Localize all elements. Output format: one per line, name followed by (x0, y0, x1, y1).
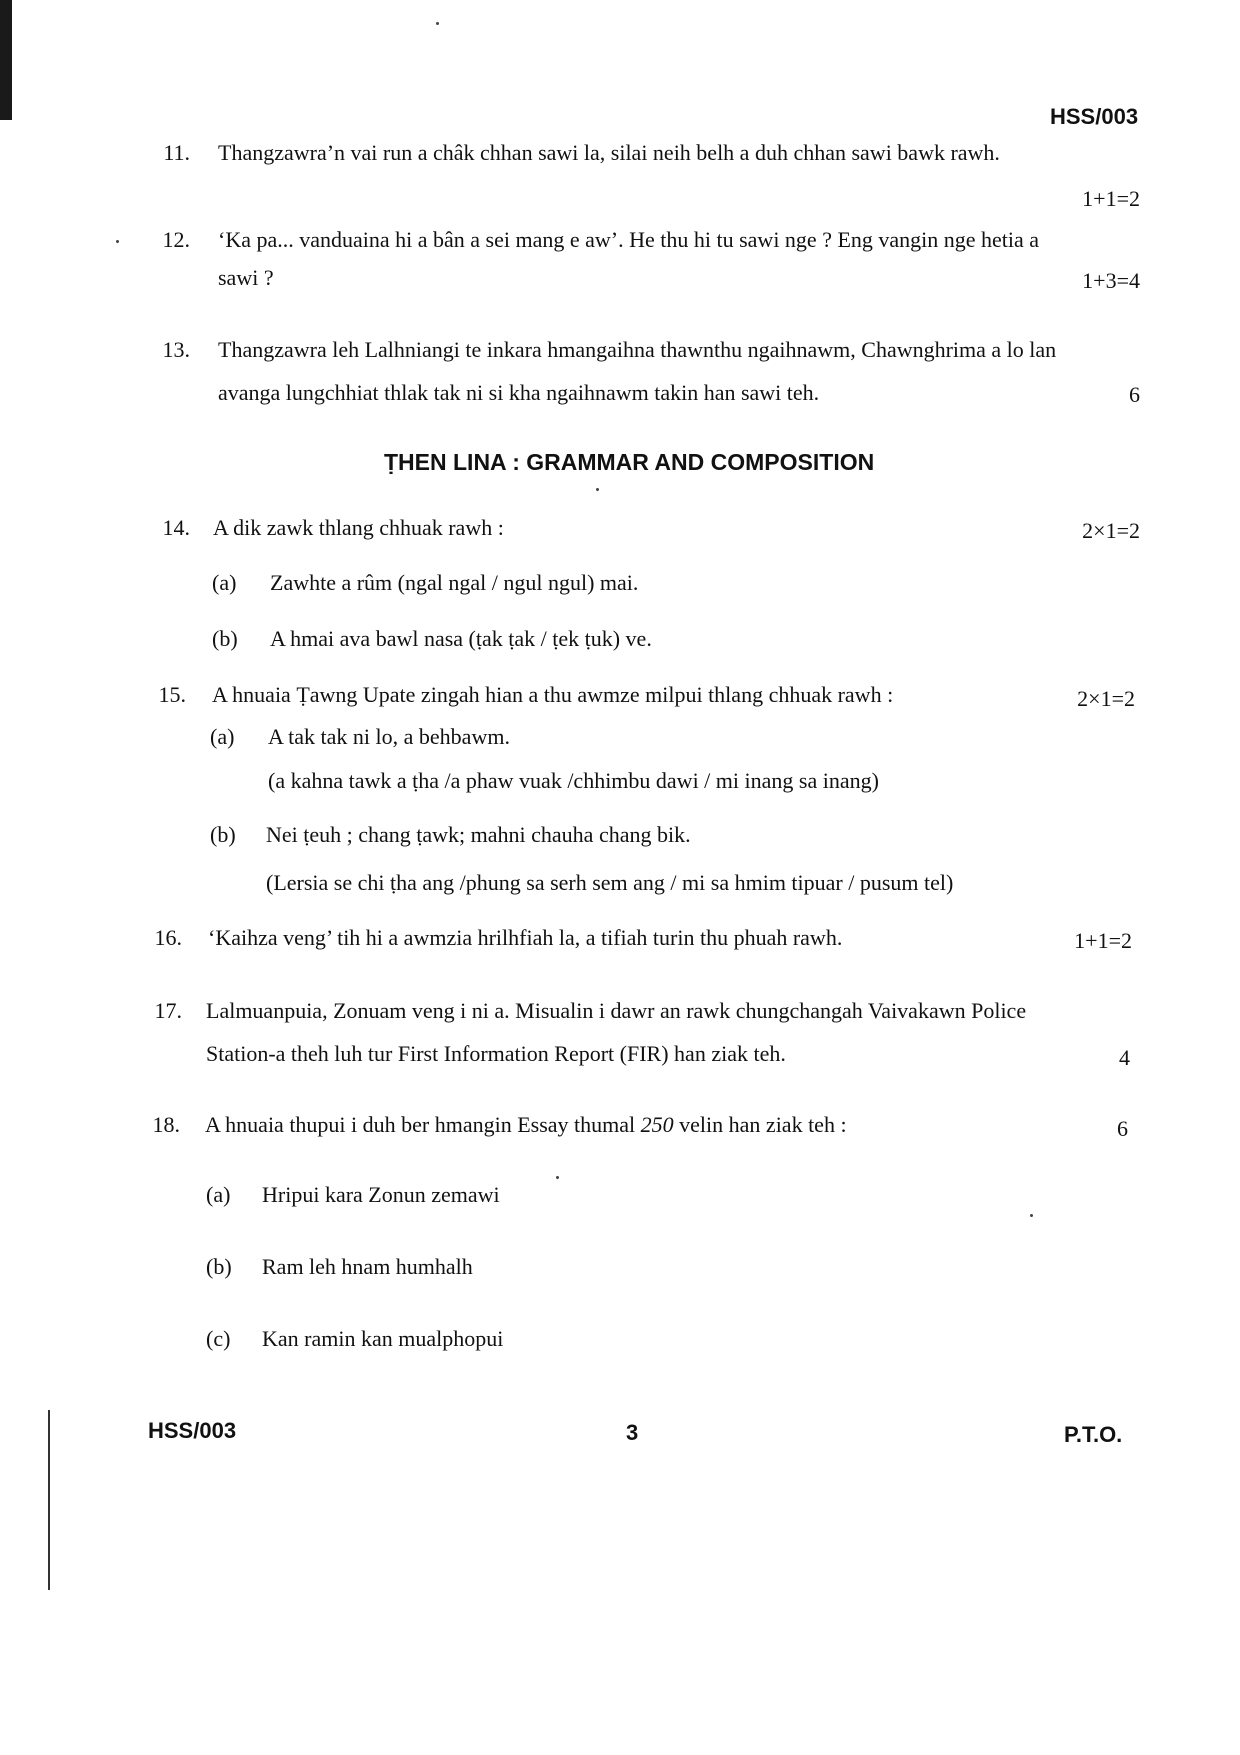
q14-number: 14. (162, 515, 190, 540)
q13-text-line1: Thangzawra leh Lalhniangi te inkara hmangaihna thawnthu ngaihnawm, Chawnghrima a lo lan (218, 337, 1057, 362)
q15-text: A hnuaia Ṭawng Upate zingah hian a thu awmze milpui thlang chhuak rawh : (212, 682, 894, 707)
q16-marks: 1+1=2 (1074, 928, 1132, 953)
q13-number: 13. (162, 337, 190, 362)
scan-speck (116, 240, 119, 243)
q18-text-after: velin han ziak teh : (673, 1112, 847, 1137)
q12-text-line1: ‘Ka pa... vanduaina hi a bân a sei mang e aw’. He thu hi tu sawi nge ? Eng vangin nge hetia a (218, 227, 1040, 252)
q14-a-text: Zawhte a rûm (ngal ngal / ngul ngul) mai. (270, 570, 639, 595)
scan-edge (0, 0, 12, 120)
q11-number: 11. (163, 140, 190, 165)
scan-speck (556, 1176, 559, 1179)
q18-a-text: Hripui kara Zonun zemawi (262, 1182, 500, 1207)
q15-a-label: (a) (210, 724, 235, 749)
page-number: 3 (626, 1420, 639, 1445)
q18-c-label: (c) (206, 1326, 231, 1351)
pto-note: P.T.O. (1064, 1422, 1123, 1447)
q13-text-line2: avanga lungchhiat thlak tak ni si kha ngaihnawm takin han sawi teh. (218, 380, 820, 405)
section-title: ṬHEN LINA : GRAMMAR AND COMPOSITION (384, 449, 875, 475)
q16-number: 16. (154, 925, 182, 950)
q14-b-text: A hmai ava bawl nasa (ṭak ṭak / ṭek ṭuk) ve. (270, 626, 652, 651)
q15-a-options: (a kahna tawk a ṭha /a phaw vuak /chhimbu dawi / mi inang sa inang) (268, 768, 879, 793)
footer-code: HSS/003 (148, 1418, 237, 1443)
q14-text: A dik zawk thlang chhuak rawh : (213, 515, 504, 540)
q15-a-text: A tak tak ni lo, a behbawm. (268, 724, 510, 749)
q18-a-label: (a) (206, 1182, 231, 1207)
q16-text: ‘Kaihza veng’ tih hi a awmzia hrilhfiah la, a tifiah turin thu phuah rawh. (208, 925, 843, 950)
q14-marks: 2×1=2 (1082, 518, 1140, 543)
scan-speck (436, 22, 439, 25)
q18-b-label: (b) (206, 1254, 232, 1279)
q15-b-text: Nei ṭeuh ; chang ṭawk; mahni chauha chang bik. (266, 822, 691, 847)
q17-number: 17. (154, 998, 182, 1023)
q12-marks: 1+3=4 (1082, 268, 1140, 293)
q12-number: 12. (162, 227, 190, 252)
scan-line (48, 1410, 50, 1590)
q14-a-label: (a) (212, 570, 237, 595)
q15-marks: 2×1=2 (1077, 686, 1135, 711)
q17-marks: 4 (1119, 1045, 1130, 1070)
q18-word-count: 250 (640, 1112, 674, 1137)
q18-c-text: Kan ramin kan mualphopui (262, 1326, 504, 1351)
q17-text-line1: Lalmuanpuia, Zonuam veng i ni a. Misualin i dawr an rawk chungchangah Vaivakawn Police (206, 998, 1027, 1023)
q18-text-before: A hnuaia thupui i duh ber hmangin Essay thumal (205, 1112, 641, 1137)
q15-b-label: (b) (210, 822, 236, 847)
q18-text (205, 1112, 847, 1138)
scan-speck (1030, 1214, 1033, 1217)
q15-number: 15. (158, 682, 186, 707)
q17-text-line2: Station-a theh luh tur First Information Report (FIR) han ziak teh. (206, 1041, 786, 1066)
q18-marks: 6 (1117, 1116, 1128, 1141)
q11-text: Thangzawra’n vai run a châk chhan sawi la, silai neih belh a duh chhan sawi bawk rawh. (218, 140, 1000, 165)
q18-number: 18. (152, 1112, 180, 1137)
q18-b-text: Ram leh hnam humhalh (262, 1254, 473, 1279)
q13-marks: 6 (1129, 382, 1140, 407)
q14-b-label: (b) (212, 626, 238, 651)
q15-b-options: (Lersia se chi ṭha ang /phung sa serh sem ang / mi sa hmim tipuar / pusum tel) (266, 870, 954, 895)
q11-marks: 1+1=2 (1082, 186, 1140, 211)
page-code-top: HSS/003 (1050, 104, 1139, 129)
q12-text-line2: sawi ? (218, 265, 274, 290)
scan-speck (596, 488, 599, 491)
